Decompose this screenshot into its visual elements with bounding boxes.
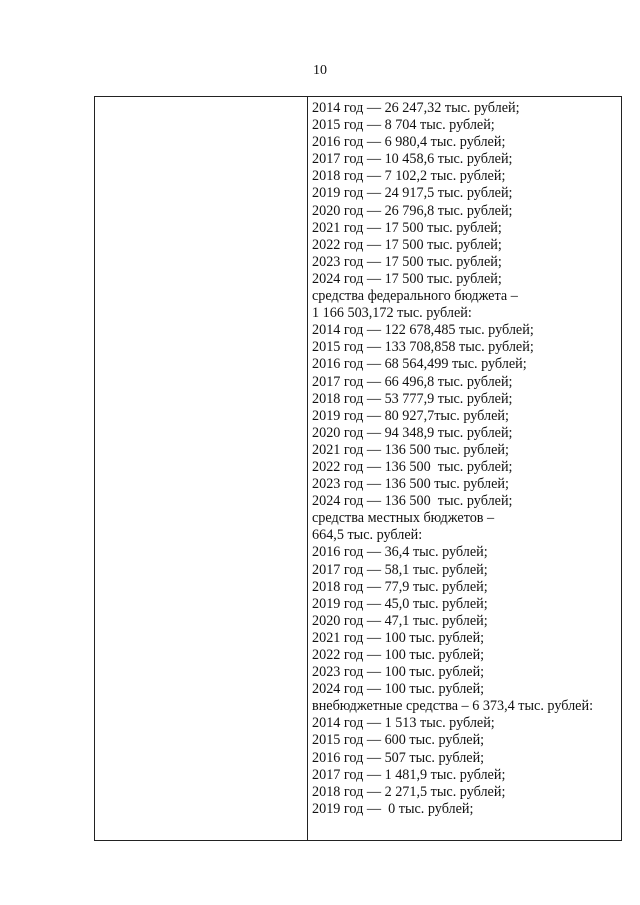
funding-line: 2015 год — 8 704 тыс. рублей;	[312, 117, 495, 134]
funding-line: 2014 год — 122 678,485 тыс. рублей;	[312, 322, 534, 339]
funding-line: 2020 год — 26 796,8 тыс. рублей;	[312, 202, 513, 219]
funding-line: 2018 год — 77,9 тыс. рублей;	[312, 578, 488, 595]
table-right-cell	[308, 97, 621, 840]
funding-line: 2017 год — 1 481,9 тыс. рублей;	[312, 766, 506, 783]
funding-line: 2024 год — 17 500 тыс. рублей;	[312, 270, 502, 287]
funding-line: 2023 год — 136 500 тыс. рублей;	[312, 476, 509, 493]
funding-line: 2023 год — 17 500 тыс. рублей;	[312, 253, 502, 270]
funding-line: 2018 год — 7 102,2 тыс. рублей;	[312, 168, 506, 185]
funding-line: 2017 год — 10 458,6 тыс. рублей;	[312, 151, 513, 168]
funding-line: 2015 год — 133 708,858 тыс. рублей;	[312, 339, 534, 356]
section-heading-local: средства местных бюджетов –	[312, 510, 495, 527]
section-total-local: 664,5 тыс. рублей:	[312, 527, 423, 544]
section-total-federal: 1 166 503,172 тыс. рублей:	[312, 305, 472, 322]
funding-line: 2022 год — 136 500 тыс. рублей;	[312, 458, 513, 475]
funding-line: 2018 год — 2 271,5 тыс. рублей;	[312, 783, 506, 800]
funding-line: 2022 год — 100 тыс. рублей;	[312, 647, 485, 663]
section-heading-federal: средства федерального бюджета –	[312, 288, 518, 305]
funding-line: 2020 год — 94 348,9 тыс. рублей;	[312, 424, 513, 441]
funding-line: 2022 год — 17 500 тыс. рублей;	[312, 236, 502, 253]
funding-line: 2016 год — 36,4 тыс. рублей;	[312, 544, 488, 561]
funding-line: 2019 год — 45,0 тыс. рублей;	[312, 595, 488, 612]
page-number: 10	[313, 63, 327, 78]
funding-line: 2019 год — 80 927,7тыс. рублей;	[312, 407, 509, 424]
funding-line: 2017 год — 66 496,8 тыс. рублей;	[312, 373, 513, 390]
section-heading-extrabudgetary: внебюджетные средства – 6 373,4 тыс. рублей:	[312, 698, 594, 715]
funding-line: 2016 год — 68 564,499 тыс. рублей;	[312, 356, 527, 373]
funding-line: 2021 год — 100 тыс. рублей;	[312, 629, 485, 646]
funding-line: 2021 год — 136 500 тыс. рублей;	[312, 441, 509, 458]
funding-table	[94, 96, 622, 841]
funding-line: 2017 год — 58,1 тыс. рублей;	[312, 561, 488, 578]
funding-line: 2014 год — 26 247,32 тыс. рублей;	[312, 100, 520, 116]
funding-line: 2019 год — 24 917,5 тыс. рублей;	[312, 185, 513, 202]
funding-line: 2014 год — 1 513 тыс. рублей;	[312, 715, 495, 732]
funding-line: 2018 год — 53 777,9 тыс. рублей;	[312, 390, 513, 407]
funding-line: 2024 год — 136 500 тыс. рублей;	[312, 493, 513, 510]
funding-line: 2019 год — 0 тыс. рублей;	[312, 800, 474, 817]
funding-line: 2015 год — 600 тыс. рублей;	[312, 732, 485, 749]
funding-line: 2023 год — 100 тыс. рублей;	[312, 664, 485, 681]
table-left-cell	[95, 97, 308, 840]
funding-line: 2024 год — 100 тыс. рублей;	[312, 681, 485, 698]
funding-line: 2016 год — 6 980,4 тыс. рублей;	[312, 134, 506, 151]
funding-line: 2020 год — 47,1 тыс. рублей;	[312, 612, 488, 629]
funding-line: 2016 год — 507 тыс. рублей;	[312, 749, 485, 766]
funding-line: 2021 год — 17 500 тыс. рублей;	[312, 219, 502, 236]
